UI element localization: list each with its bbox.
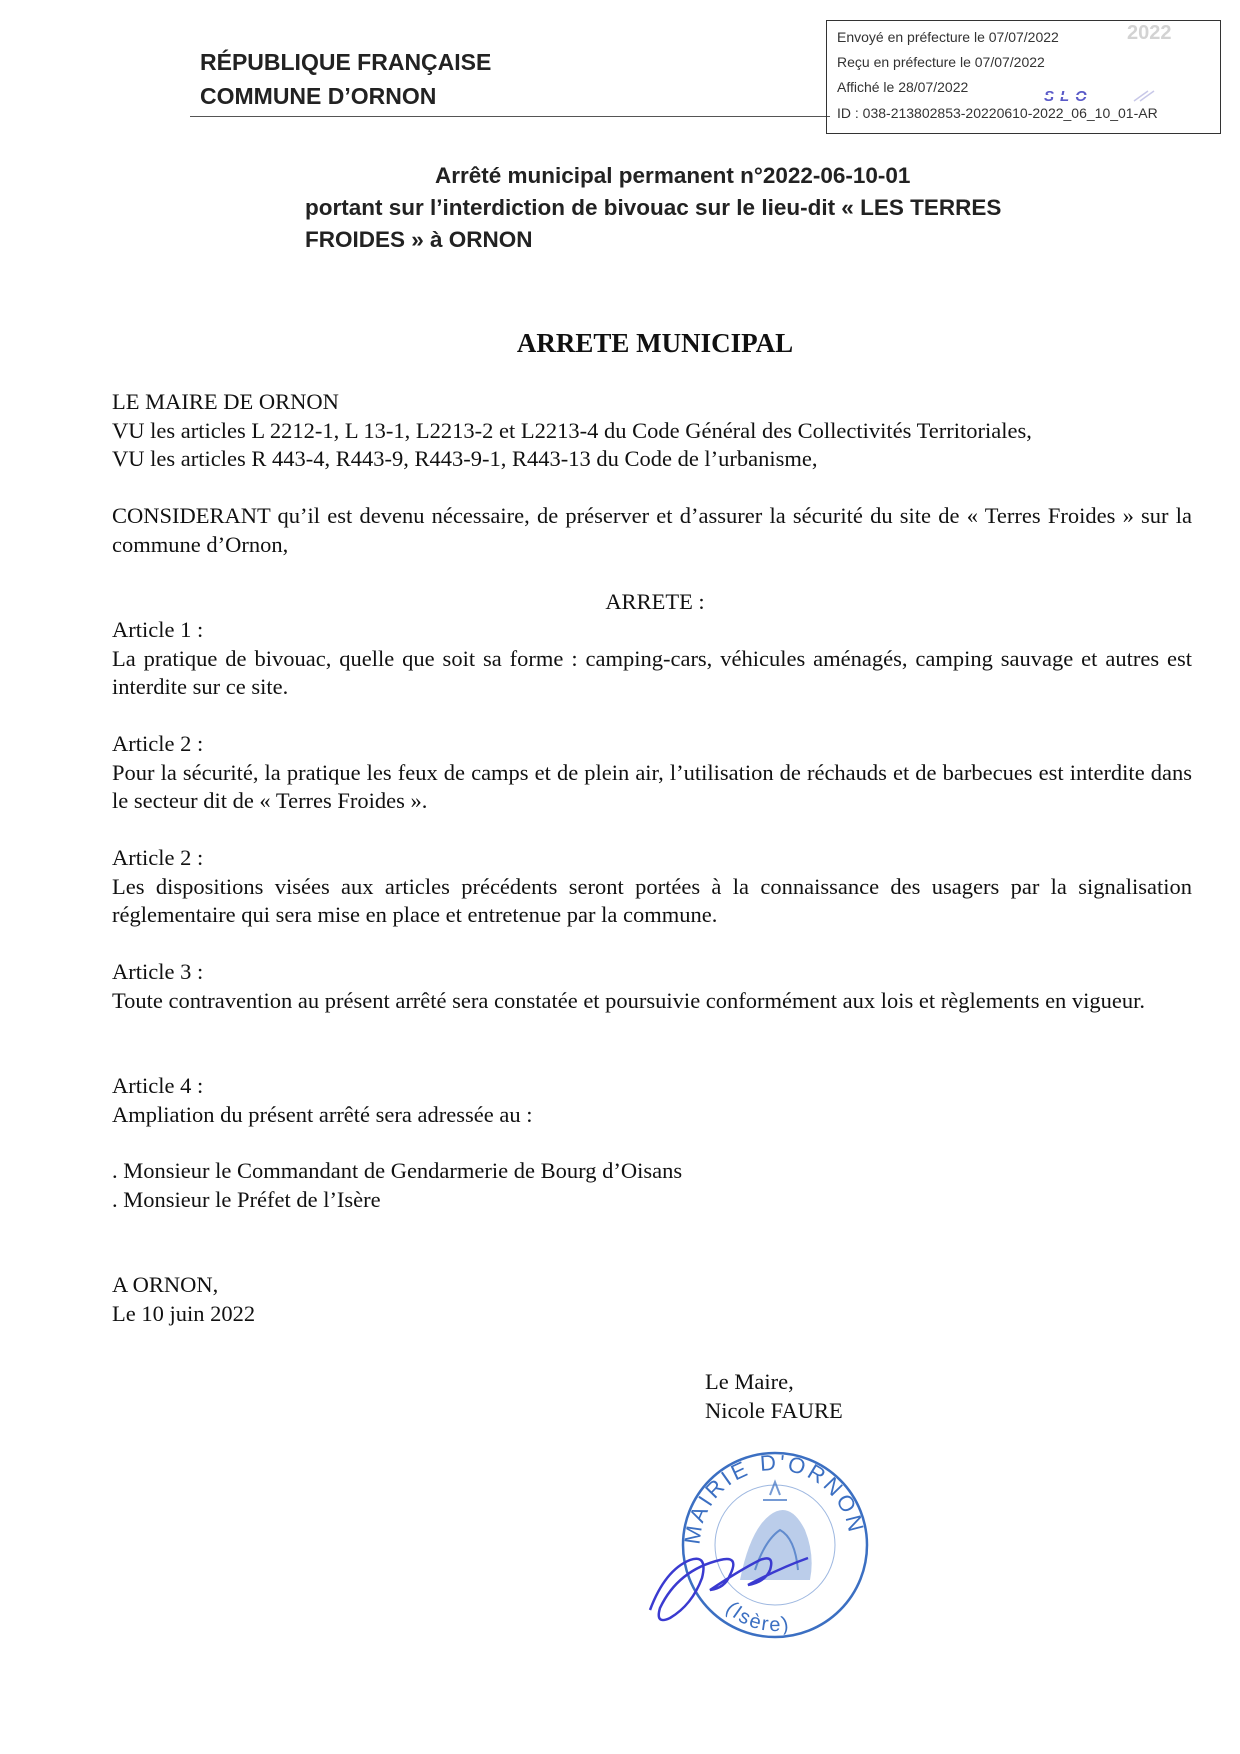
- considerant-text: CONSIDERANT qu’il est devenu nécessaire, de préserver et d’assurer la sécurité du site de « Terres Froides » sur la commune d’Ornon,: [112, 503, 1192, 557]
- article-3: [112, 958, 1192, 1015]
- svg-text:(Isère): [721, 1597, 792, 1636]
- title-line-1: Arrêté municipal permanent n°2022-06-10-01: [435, 163, 911, 188]
- article-text: La pratique de bivouac, quelle que soit sa forme : camping-cars, véhicules aménagés, camping sauvage et autres est interdite sur ce site.: [112, 645, 1192, 699]
- recipients-list: [112, 1157, 1192, 1214]
- article-label: Article 4 :: [112, 1073, 204, 1098]
- article-label: Article 3 :: [112, 959, 204, 984]
- article-text: Toute contravention au présent arrêté sera constatée et poursuivie conformément aux lois et règlements en vigueur.: [112, 987, 1146, 1013]
- header-divider: [190, 116, 830, 117]
- place: A ORNON,: [112, 1272, 219, 1297]
- preamble-vu-2: VU les articles R 443-4, R443-9, R443-9-1, R443-13 du Code de l’urbanisme,: [112, 446, 818, 471]
- recipient-item: . Monsieur le Préfet de l’Isère: [112, 1186, 381, 1212]
- seal-text-bottom: (Isère): [721, 1597, 792, 1637]
- document-header: [200, 45, 491, 113]
- article-2: [112, 730, 1192, 816]
- date: Le 10 juin 2022: [112, 1300, 256, 1326]
- article-label: Article 1 :: [112, 617, 204, 642]
- stamp-id: ID : 038-213802853-20220610-2022_06_10_01-AR: [837, 105, 1158, 121]
- article-text: Pour la sécurité, la pratique les feux de camps et de plein air, l’utilisation de réchauds et de barbecues est interdite dans le secteur dit de « Terres Froides ».: [112, 759, 1192, 813]
- arrete-heading: ARRETE MUNICIPAL: [516, 328, 794, 358]
- document-title: [305, 160, 1065, 256]
- article-4: [112, 1072, 1192, 1129]
- recipient-item: . Monsieur le Commandant de Gendarmerie de Bourg d’Oisans: [112, 1158, 683, 1183]
- signature-block: [705, 1368, 843, 1425]
- stamp-received: Reçu en préfecture le 07/07/2022: [837, 54, 1045, 70]
- title-line-2: portant sur l’interdiction de bivouac sur le lieu-dit « LES TERRES FROIDES » à ORNON: [305, 195, 1002, 252]
- preamble: [112, 388, 1192, 474]
- header-republic: RÉPUBLIQUE FRANÇAISE: [200, 49, 492, 75]
- article-label: Article 2 :: [112, 731, 204, 756]
- stamp-posted: Affiché le 28/07/2022: [837, 79, 969, 95]
- signatory-name: Nicole FAURE: [705, 1397, 843, 1423]
- article-label: Article 2 :: [112, 845, 204, 870]
- signatory-role: Le Maire,: [705, 1369, 794, 1394]
- article-text: Les dispositions visées aux articles précédents seront portées à la connaissance des usagers par la signalisation réglementaire qui sera mise en place et entretenue par la commune.: [112, 873, 1192, 927]
- considerant: [112, 502, 1192, 559]
- slo-logo-icon: [1042, 85, 1162, 107]
- stamp-logo-text: SLO: [1044, 88, 1093, 105]
- stamp-sent: Envoyé en préfecture le 07/07/2022: [837, 29, 1059, 45]
- stamp-year-watermark: 2022: [1127, 22, 1172, 44]
- header-commune: COMMUNE D’ORNON: [200, 83, 437, 109]
- prefecture-stamp: [826, 20, 1221, 134]
- article-text: Ampliation du présent arrêté sera adressée au :: [112, 1101, 533, 1127]
- official-seal-icon: [630, 1420, 890, 1640]
- arrete-label: ARRETE :: [605, 589, 705, 614]
- article-1: [112, 616, 1192, 702]
- preamble-vu-1: VU les articles L 2212-1, L 13-1, L2213-2 et L2213-4 du Code Général des Collectivités Territoriales,: [112, 417, 1032, 443]
- preamble-mayor: LE MAIRE DE ORNON: [112, 389, 339, 414]
- article-2-bis: [112, 844, 1192, 930]
- place-date: [112, 1271, 1192, 1328]
- seal-text-top: MAIRIE D'ORNON: [679, 1449, 870, 1546]
